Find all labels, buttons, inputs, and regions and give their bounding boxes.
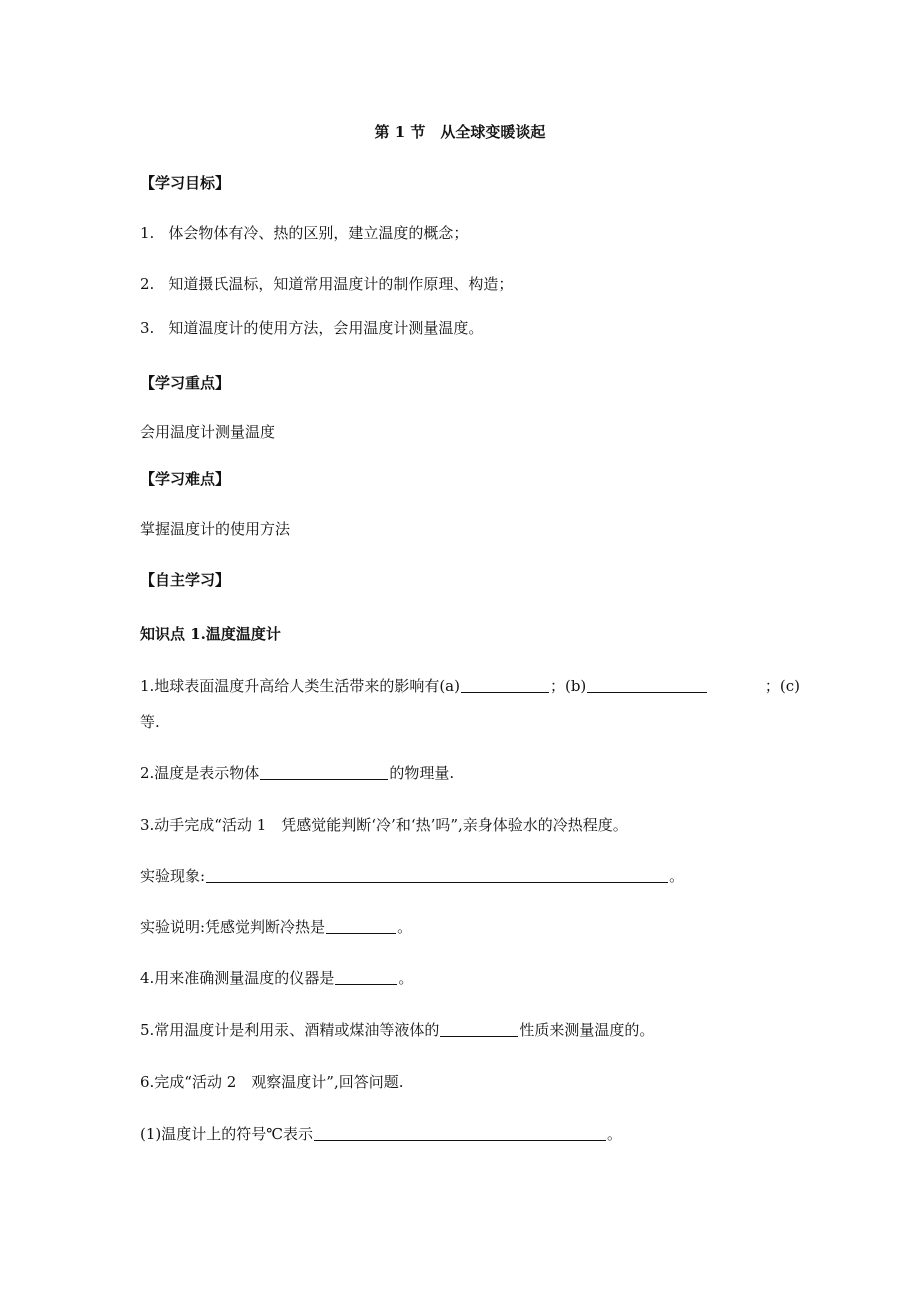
experiment-explanation xyxy=(140,917,412,937)
question-6-1-text: (1)温度计上的符号℃表示 xyxy=(140,1125,314,1143)
question-1-text-b: ；(b) xyxy=(549,677,587,695)
question-4-text-end: 。 xyxy=(398,969,414,987)
objective-item-2 xyxy=(140,274,513,294)
key-points-text: 会用温度计测量温度 xyxy=(140,423,276,441)
self-study-heading: 【自主学习】 xyxy=(140,571,231,589)
answer-blank-1a[interactable] xyxy=(461,676,549,693)
answer-blank-explanation[interactable] xyxy=(326,917,396,934)
question-1-continuation: 等. xyxy=(140,713,160,731)
question-2-text-end: 的物理量. xyxy=(389,764,455,782)
objective-number: 1. xyxy=(140,224,155,242)
objective-text: 知道摄氏温标，知道常用温度计的制作原理、构造； xyxy=(168,275,514,293)
knowledge-point-heading: 知识点 1.温度温度计 xyxy=(140,625,281,643)
question-1 xyxy=(140,676,800,696)
objective-number: 3. xyxy=(140,319,155,337)
question-5-text: 5.常用温度计是利用汞、酒精或煤油等液体的 xyxy=(140,1021,440,1039)
key-points-heading: 【学习重点】 xyxy=(140,374,231,392)
phenomenon-label: 实验现象: xyxy=(140,867,206,885)
question-1-text-c: ；(c) xyxy=(764,677,800,695)
objective-item-3 xyxy=(140,318,483,338)
answer-blank-phenomenon[interactable] xyxy=(206,866,668,883)
experiment-phenomenon xyxy=(140,866,684,886)
question-1-text-a: 1.地球表面温度升高给人类生活带来的影响有(a) xyxy=(140,677,460,695)
page-title: 第 1 节 从全球变暖谈起 xyxy=(374,123,546,141)
question-5 xyxy=(140,1020,654,1040)
answer-blank-2[interactable] xyxy=(260,763,388,780)
answer-blank-1b[interactable] xyxy=(587,676,707,693)
question-4 xyxy=(140,968,413,988)
objectives-heading: 【学习目标】 xyxy=(140,174,231,192)
objective-number: 2. xyxy=(140,275,155,293)
question-6-1 xyxy=(140,1124,622,1144)
objective-text: 知道温度计的使用方法，会用温度计测量温度。 xyxy=(168,319,484,337)
objective-text: 体会物体有冷、热的区别，建立温度的概念； xyxy=(168,224,469,242)
answer-blank-4[interactable] xyxy=(335,968,397,985)
explanation-end: 。 xyxy=(397,918,413,936)
objective-item-1 xyxy=(140,223,468,243)
question-4-text: 4.用来准确测量温度的仪器是 xyxy=(140,969,335,987)
question-5-text-end: 性质来测量温度的。 xyxy=(519,1021,655,1039)
explanation-label: 实验说明:凭感觉判断冷热是 xyxy=(140,918,326,936)
difficulty-text: 掌握温度计的使用方法 xyxy=(140,520,291,538)
answer-blank-6-1[interactable] xyxy=(314,1124,606,1141)
answer-blank-5[interactable] xyxy=(440,1020,518,1037)
phenomenon-end: 。 xyxy=(669,867,685,885)
question-6-1-text-end: 。 xyxy=(607,1125,623,1143)
difficulty-heading: 【学习难点】 xyxy=(140,470,231,488)
question-2-text: 2.温度是表示物体 xyxy=(140,764,260,782)
question-3: 3.动手完成“活动 1 凭感觉能判断‘冷’和‘热’吗”,亲身体验水的冷热程度。 xyxy=(140,816,628,834)
question-2 xyxy=(140,763,454,783)
question-6: 6.完成“活动 2 观察温度计”,回答问题. xyxy=(140,1073,404,1091)
